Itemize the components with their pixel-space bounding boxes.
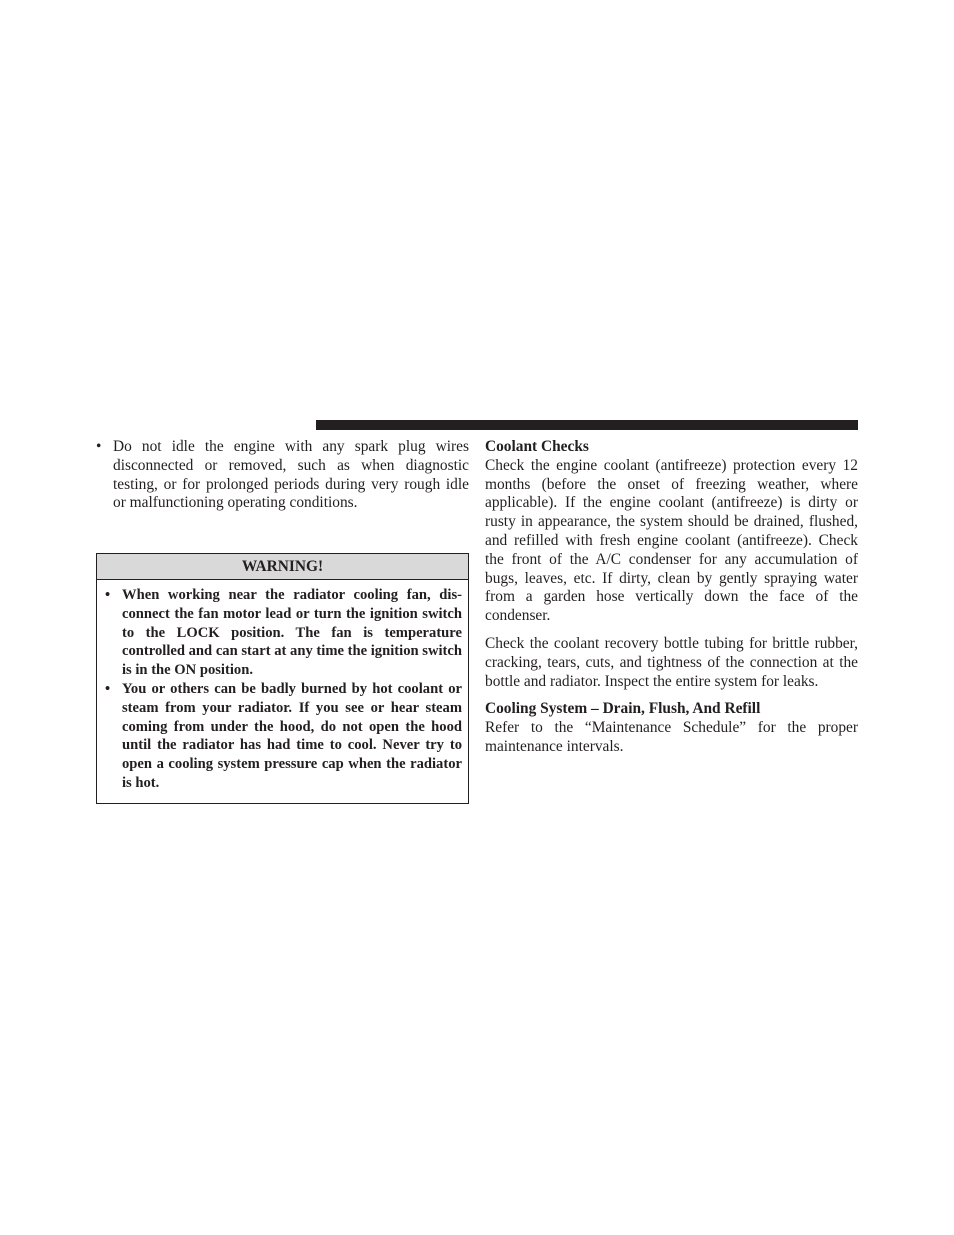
paragraph: Check the engine coolant (antifreeze) protection every 12 months (before the onset of freezing weather, where applicable). If the engine coolant (antifreeze) is dirty or rusty in appearance, the system should be drained, flushed, and refilled with fresh engine coolant (antifreeze). Check the front of the A/C condenser for any accumulation of bugs, leaves, etc. If dirty, clean by gently spraying water from a garden hose vertically down the face of the condenser. (485, 456, 858, 625)
bullet-icon: • (105, 680, 111, 697)
bullet-icon: • (105, 587, 111, 603)
bullet-icon: • (96, 438, 102, 455)
paragraph: Refer to the “Maintenance Schedule” for the proper maintenance intervals. (485, 719, 858, 755)
warning-body (97, 580, 468, 793)
warning-title: WARNING! (97, 554, 468, 580)
header-rule (316, 420, 858, 430)
warning-item-text: You or others can be badly burned by hot coolant or steam from your radiator. If you see or hear steam coming from under the hood, do not open the hood until the radiator has had time to cool. Never try to open a cooling system pressure cap when the radiator is hot. (122, 680, 462, 791)
warning-box (96, 553, 469, 804)
warning-list (105, 586, 462, 793)
caution-list (96, 438, 469, 513)
list-item-text: Do not idle the engine with any spark plug wires disconnected or removed, such as when diagnostic testing, or for prolonged periods during very rough idle or malfunctioning operating conditions. (113, 438, 469, 512)
warning-item-text: When working near the radiator cooling fan, disconnect the fan motor lead or turn the ignition switch to the LOCK position. The fan is temperature controlled and can start at any time the ignition switch is in the ON position. (122, 587, 462, 679)
section-heading-drain-flush-refill: Cooling System – Drain, Flush, And Refill (485, 700, 761, 718)
right-column (485, 438, 858, 757)
list-item (105, 586, 462, 680)
paragraph: Check the coolant recovery bottle tubing for brittle rubber, cracking, tears, cuts, and tightness of the connection at the bottle and radiator. Inspect the entire system for leaks. (485, 634, 858, 690)
left-column (96, 438, 469, 513)
section-heading-coolant-checks: Coolant Checks (485, 438, 589, 455)
list-item (105, 680, 462, 793)
list-item (96, 438, 469, 513)
